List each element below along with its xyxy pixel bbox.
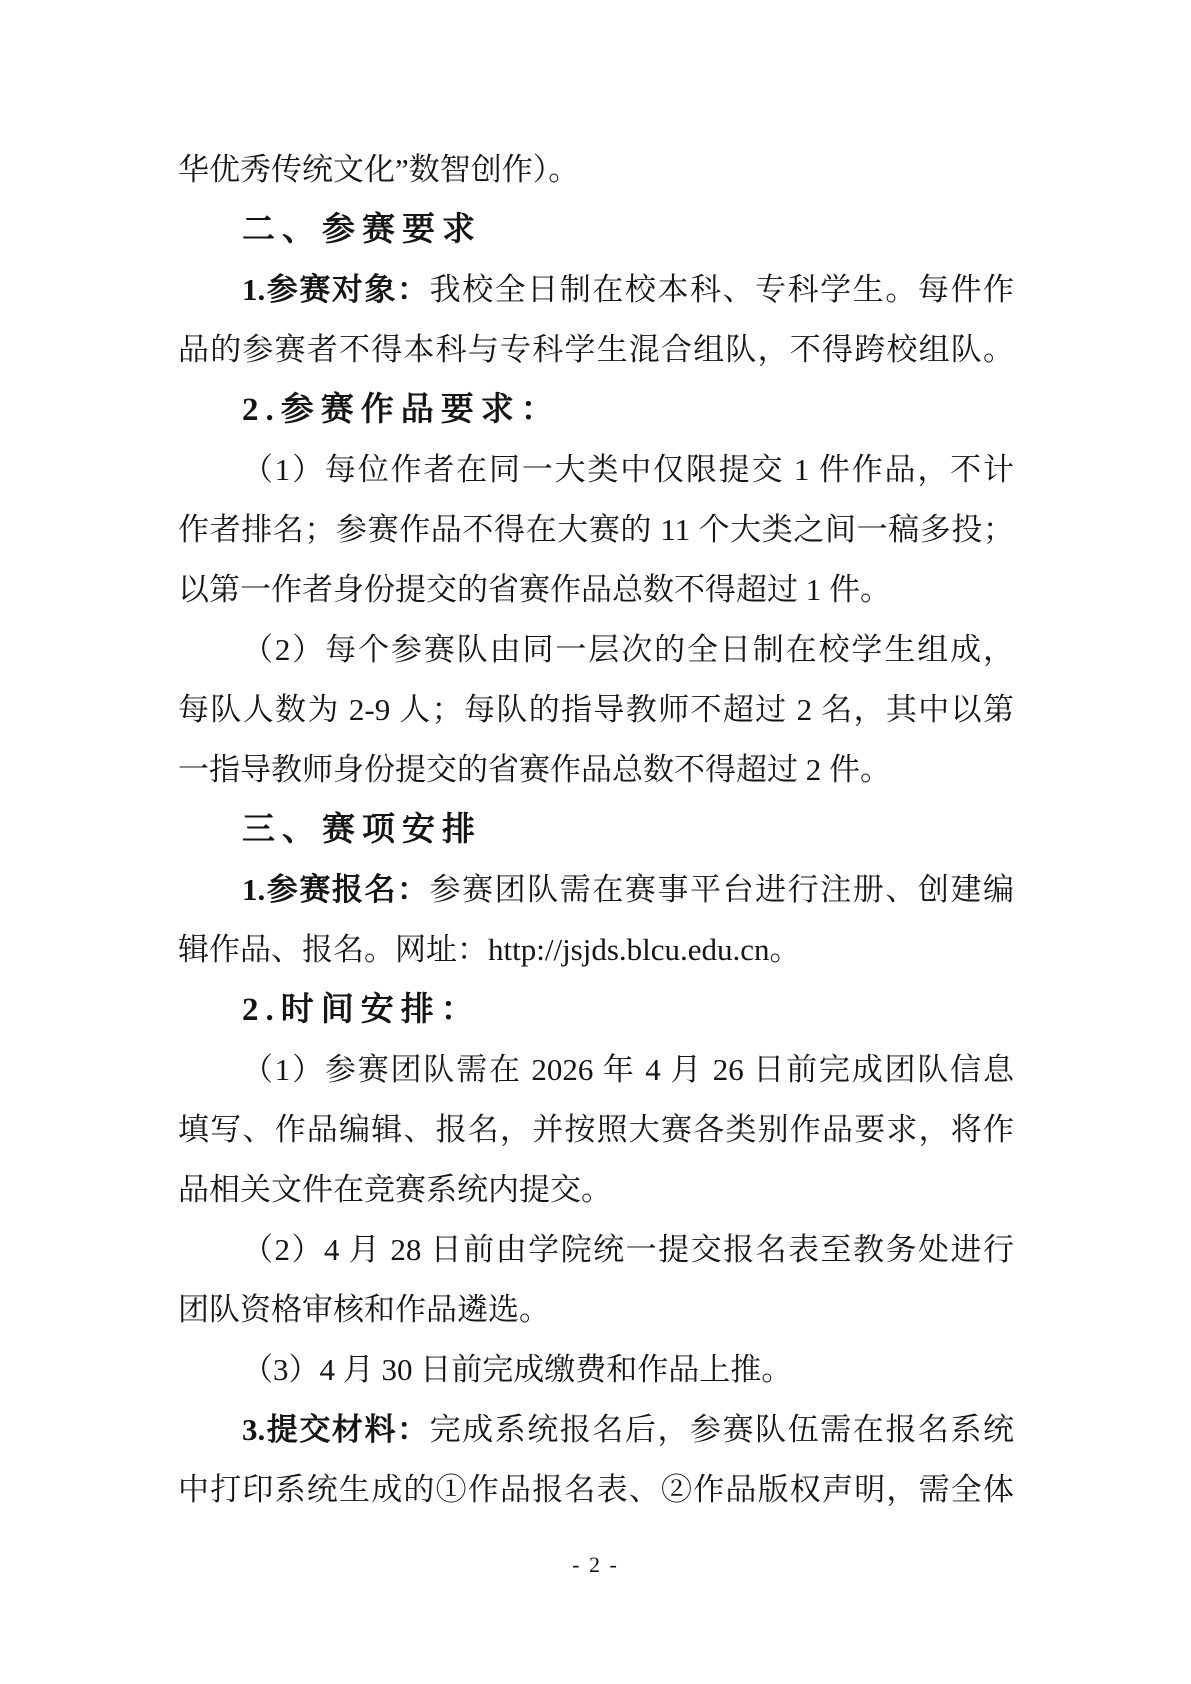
text-segment: （3）4 月 30 日前完成缴费和作品上推。	[242, 1352, 793, 1387]
bold-text-segment: 3.提交材料：	[242, 1412, 430, 1447]
text-line	[178, 860, 1014, 920]
section-heading	[178, 200, 1014, 260]
text-segment: 完成系统报名后，参赛队伍需在报名系统	[429, 1412, 1015, 1447]
text-segment: 品相关文件在竞赛系统内提交。	[178, 1172, 612, 1207]
text-segment: 以第一作者身份提交的省赛作品总数不得超过 1 件。	[178, 572, 891, 607]
text-segment: 华优秀传统文化”数智创作）。	[178, 152, 580, 187]
bold-text-segment: 三、赛项安排	[242, 812, 482, 848]
text-line	[178, 560, 1014, 620]
text-segment: 每队人数为 2-9 人；每队的指导教师不超过 2 名，其中以第	[178, 692, 1014, 727]
text-line	[178, 320, 1014, 380]
bold-text-segment: 1.参赛报名：	[242, 872, 430, 907]
text-segment: 品的参赛者不得本科与专科学生混合组队，不得跨校组队。	[178, 332, 1014, 367]
text-line	[178, 260, 1014, 320]
text-line	[178, 1460, 1014, 1520]
bold-text-segment: 2.时间安排：	[242, 992, 481, 1028]
text-line	[178, 1400, 1014, 1460]
text-segment: （1）参赛团队需在 2026 年 4 月 26 日前完成团队信息	[242, 1052, 1014, 1087]
text-segment: 一指导教师身份提交的省赛作品总数不得超过 2 件。	[178, 752, 891, 787]
text-segment: （2）4 月 28 日前由学院统一提交报名表至教务处进行	[242, 1232, 1014, 1267]
bold-text-segment: 二、参赛要求	[242, 212, 482, 248]
text-line	[178, 740, 1014, 800]
bold-text-segment: 1.参赛对象：	[242, 272, 430, 307]
text-line	[178, 1040, 1014, 1100]
text-line	[178, 500, 1014, 560]
text-line	[178, 140, 1014, 200]
document-body	[178, 140, 1014, 1520]
text-segment: （2）每个参赛队由同一层次的全日制在校学生组成，	[242, 632, 1014, 667]
section-heading	[178, 380, 1014, 440]
text-segment: （1）每位作者在同一大类中仅限提交 1 件作品，不计	[242, 452, 1014, 487]
section-heading	[178, 800, 1014, 860]
text-segment: 参赛团队需在赛事平台进行注册、创建编	[429, 872, 1015, 907]
text-line	[178, 1160, 1014, 1220]
text-line	[178, 680, 1014, 740]
text-line	[178, 1100, 1014, 1160]
text-line	[178, 1340, 1014, 1400]
text-line	[178, 920, 1014, 980]
text-line	[178, 440, 1014, 500]
section-heading	[178, 980, 1014, 1040]
text-segment: 中打印系统生成的①作品报名表、②作品版权声明，需全体	[178, 1472, 1014, 1507]
text-segment: 团队资格审核和作品遴选。	[178, 1292, 550, 1327]
bold-text-segment: 2.参赛作品要求：	[242, 392, 561, 428]
text-segment: 辑作品、报名。网址：http://jsjds.blcu.edu.cn。	[178, 932, 801, 967]
text-line	[178, 620, 1014, 680]
text-segment: 填写、作品编辑、报名，并按照大赛各类别作品要求，将作	[178, 1112, 1014, 1147]
text-line	[178, 1280, 1014, 1340]
text-segment: 我校全日制在校本科、专科学生。每件作	[429, 272, 1015, 307]
text-line	[178, 1220, 1014, 1280]
page-number: - 2 -	[572, 1552, 619, 1577]
text-segment: 作者排名；参赛作品不得在大赛的 11 个大类之间一稿多投；	[178, 512, 1014, 547]
